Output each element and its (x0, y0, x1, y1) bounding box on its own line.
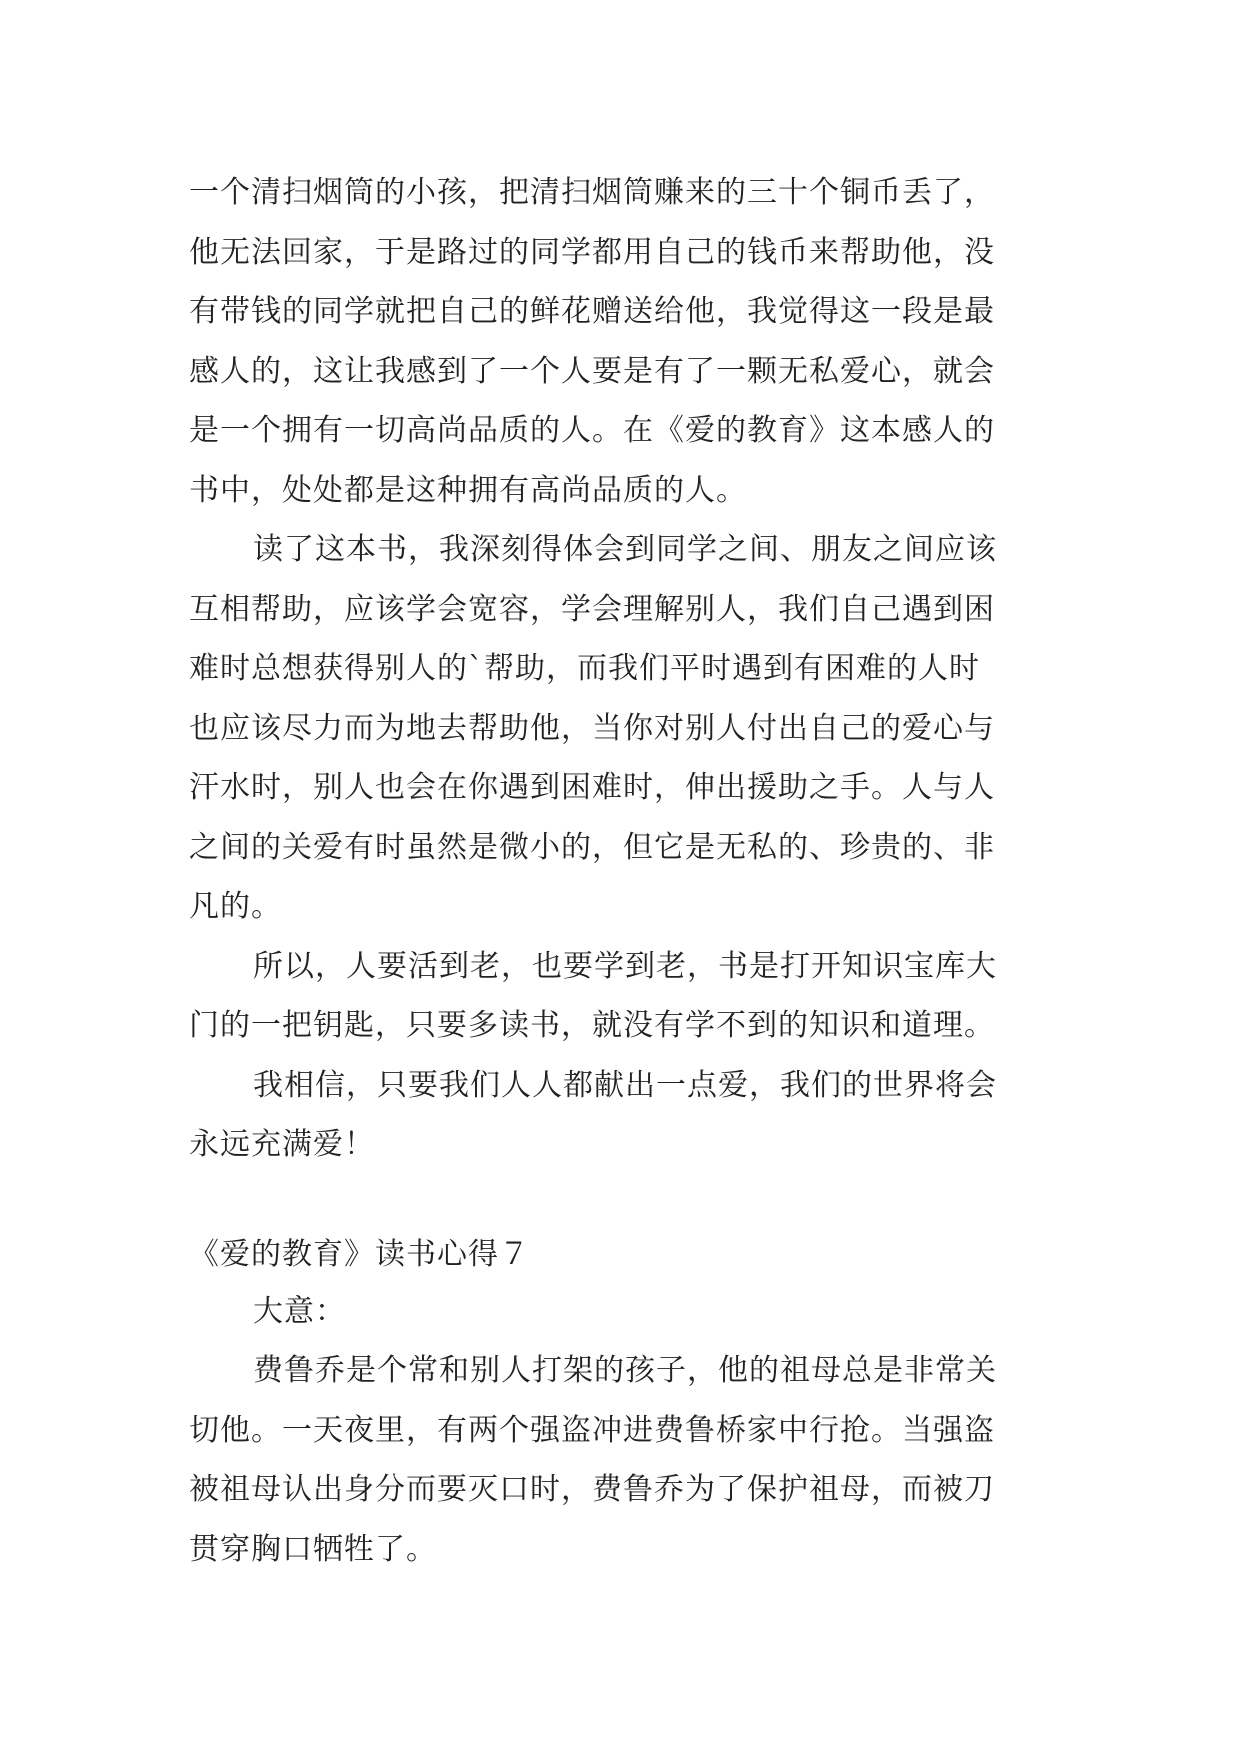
text-line: 所以，人要活到老，也要学到老，书是打开知识宝库大 (253, 948, 997, 984)
paragraph (189, 1056, 1069, 1175)
text-line: 他无法回家，于是路过的同学都用自己的钱币来帮助他，没 (189, 234, 995, 270)
text-line: 凡的。 (189, 889, 282, 924)
paragraph (189, 1341, 1069, 1579)
text-line: 贯穿胸口牺牲了。 (189, 1531, 437, 1567)
section-spacer (189, 1175, 1069, 1227)
text-line: 费鲁乔是个常和别人打架的孩子，他的祖母总是非常关 (253, 1353, 997, 1388)
text-line: 书中，处处都是这种拥有高尚品质的人。 (189, 472, 747, 508)
text-line: 门的一把钥匙，只要多读书，就没有学不到的知识和道理。 (189, 1008, 995, 1043)
text-line: 一个清扫烟筒的小孩，把清扫烟筒赚来的三十个铜币丢了， (189, 175, 995, 210)
section-heading: 《爱的教育》读书心得７ (189, 1236, 530, 1272)
text-line: 是一个拥有一切高尚品质的人。在《爱的教育》这本感人的 (189, 413, 995, 448)
text-line: 大意： (253, 1293, 346, 1329)
paragraph (189, 1282, 1069, 1342)
text-line: 也应该尽力而为地去帮助他，当你对别人付出自己的爱心与 (189, 710, 995, 746)
paragraph (189, 937, 1069, 1056)
text-line: 互相帮助，应该学会宽容，学会理解别人，我们自己遇到困 (189, 591, 995, 627)
text-line: 有带钱的同学就把自己的鲜花赠送给他，我觉得这一段是最 (189, 294, 995, 329)
document-body (189, 163, 1069, 1579)
text-line: 我相信，只要我们人人都献出一点爱，我们的世界将会 (253, 1067, 997, 1103)
text-line: 读了这本书，我深刻得体会到同学之间、朋友之间应该 (253, 532, 997, 567)
text-line: 感人的，这让我感到了一个人要是有了一颗无私爱心，就会 (189, 353, 995, 389)
text-line: 汗水时，别人也会在你遇到困难时，伸出援助之手。人与人 (189, 770, 995, 805)
paragraph (189, 520, 1069, 937)
text-line: 难时总想获得别人的`帮助，而我们平时遇到有困难的人时 (189, 651, 980, 686)
paragraph (189, 163, 1069, 520)
text-line: 切他。一天夜里，有两个强盗冲进费鲁桥家中行抢。当强盗 (189, 1412, 995, 1448)
text-line: 被祖母认出身分而要灭口时，费鲁乔为了保护祖母，而被刀 (189, 1472, 995, 1507)
text-line: 之间的关爱有时虽然是微小的，但它是无私的、珍贵的、非 (189, 829, 995, 865)
text-line: 永远充满爱！ (189, 1127, 375, 1162)
